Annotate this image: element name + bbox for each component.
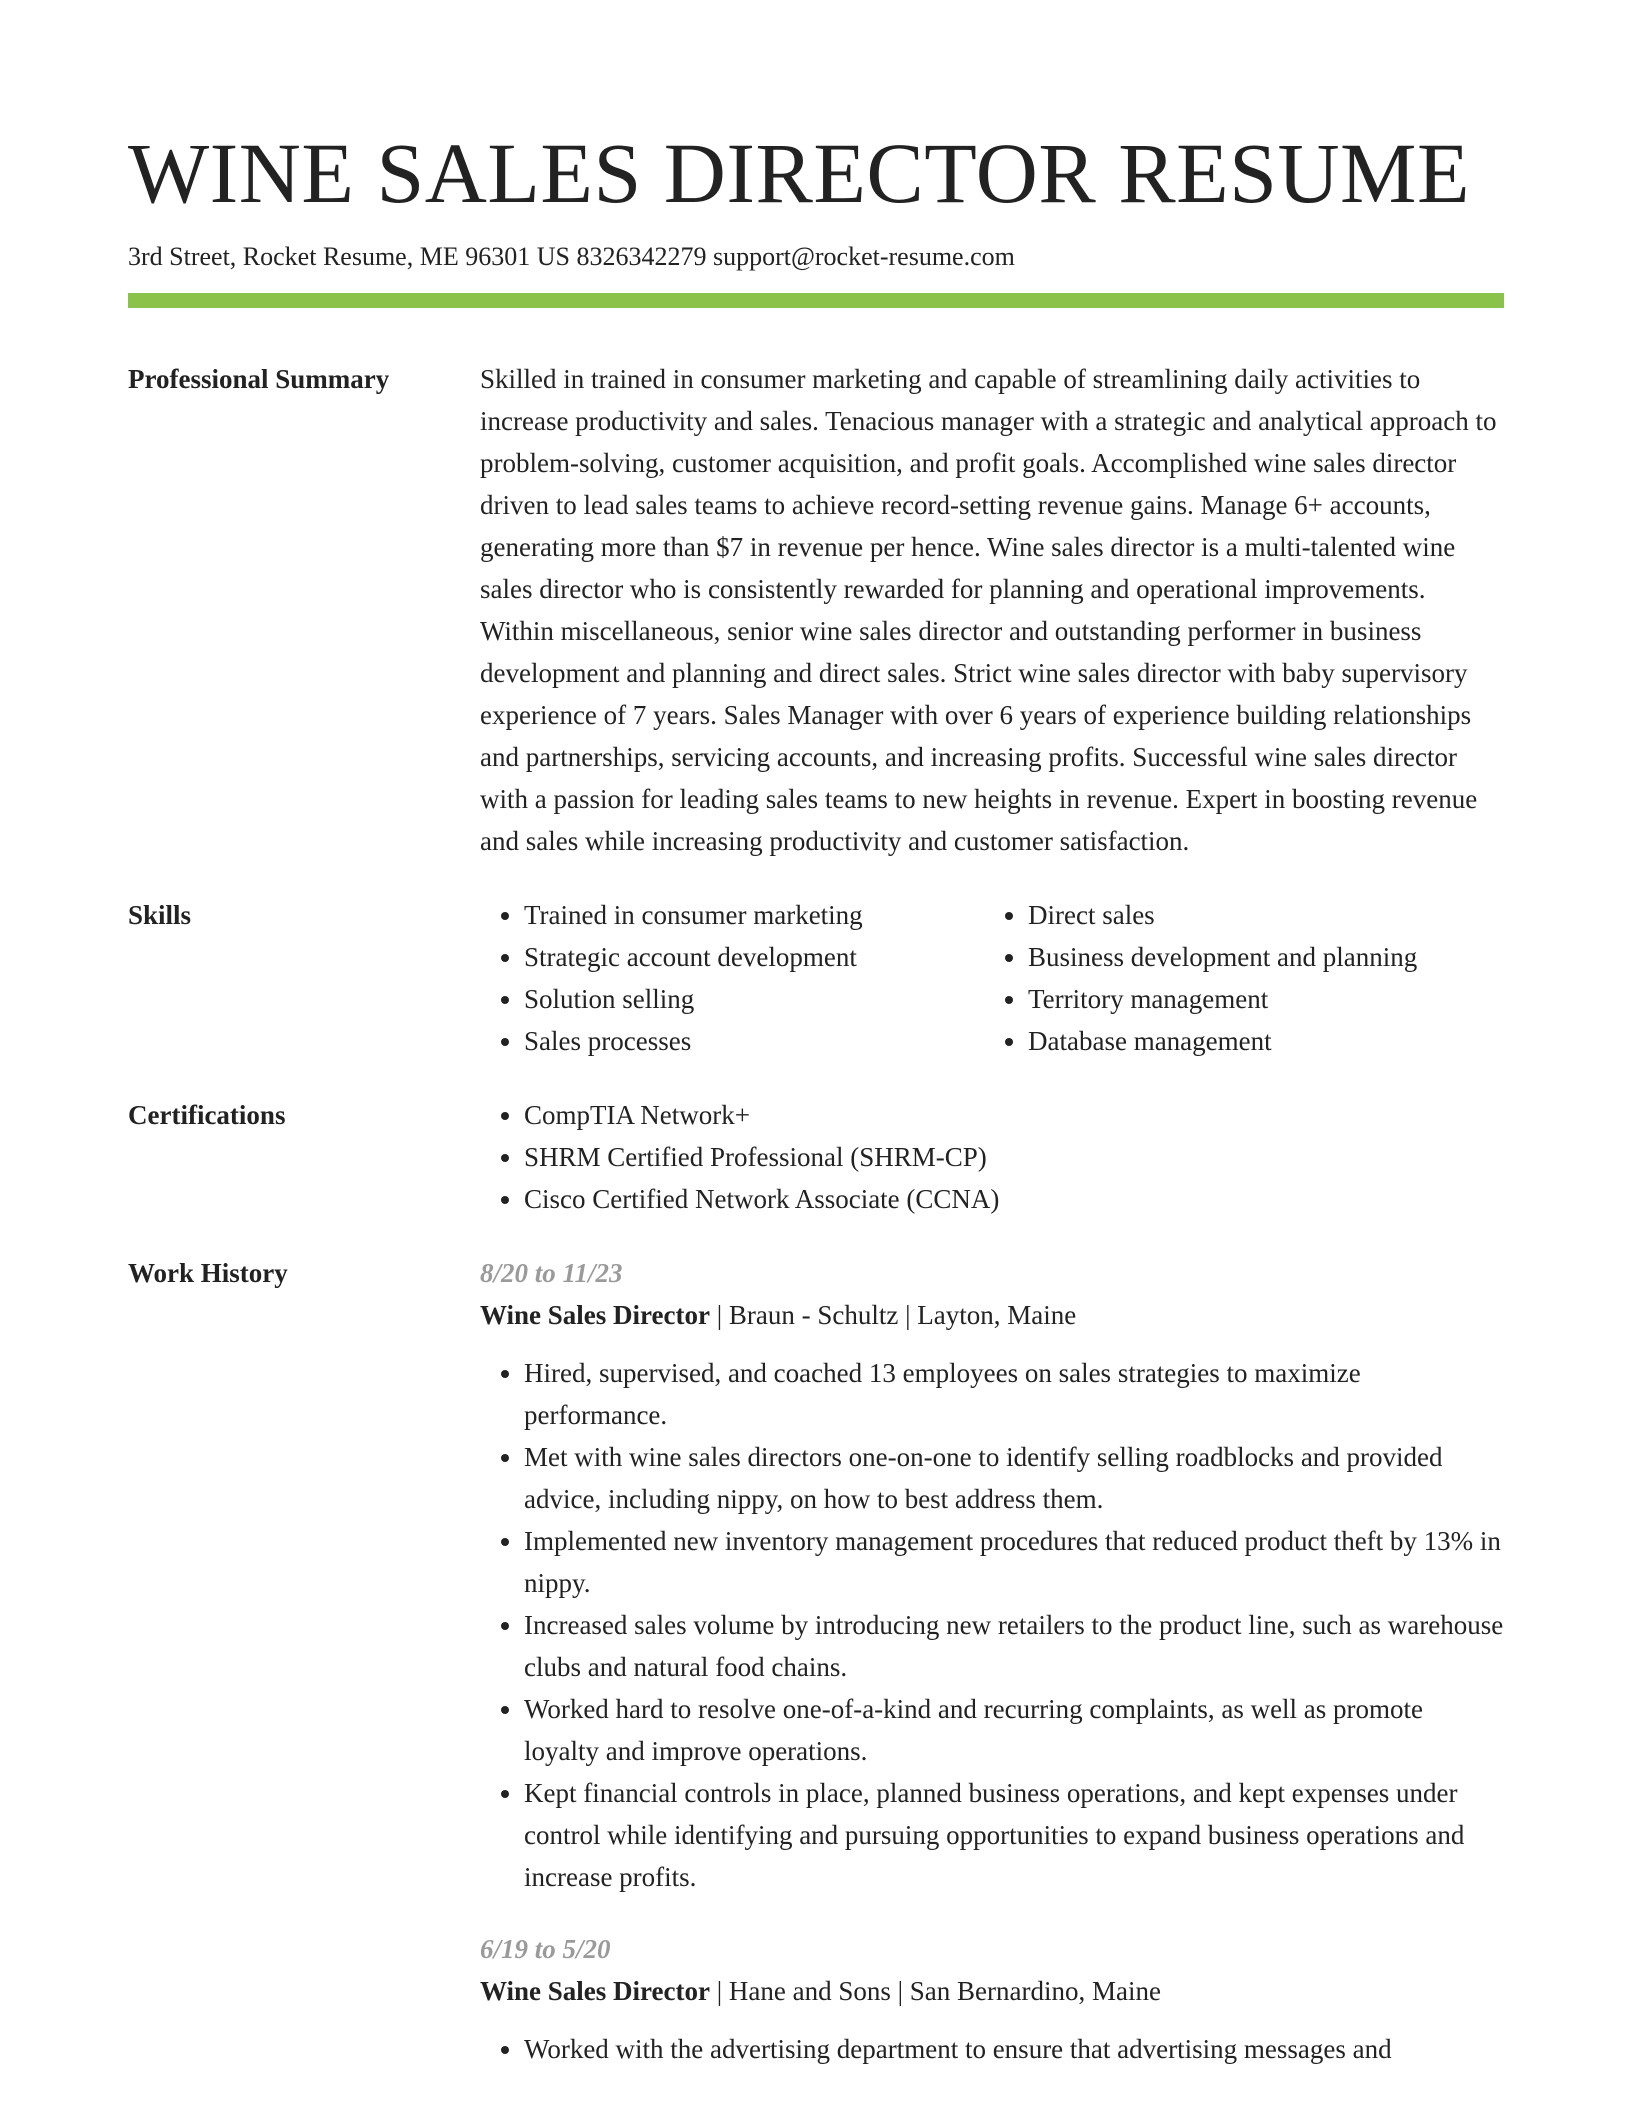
- job-location: Layton, Maine: [917, 1300, 1077, 1330]
- contact-email: support@rocket-resume.com: [712, 242, 1015, 271]
- certifications-section: [128, 1094, 1504, 1220]
- skill-item: • Business development and planning: [1028, 936, 1504, 978]
- skills-list: [480, 894, 1504, 1062]
- skill-item: • Trained in consumer marketing: [524, 894, 984, 936]
- contact-phone: 8326342279: [576, 242, 707, 271]
- job-entry: [480, 1252, 1504, 1898]
- summary-label: Professional Summary: [128, 364, 390, 394]
- skill-item: • Database management: [1028, 1020, 1504, 1062]
- contact-line: [128, 240, 1504, 274]
- job-bullet: • Implemented new inventory management procedures that reduced product theft by 13% in nippy.: [524, 1520, 1504, 1604]
- certification-item: • SHRM Certified Professional (SHRM-CP): [524, 1136, 1504, 1178]
- resume-page: [128, 0, 1504, 2070]
- work-history-section: [128, 1252, 1504, 2070]
- work-history-entries: [480, 1252, 1504, 2070]
- skills-column-right: [984, 894, 1504, 1062]
- job-dates: 8/20 to 11/23: [480, 1258, 623, 1288]
- summary-text: Skilled in trained in consumer marketing and capable of streamlining daily activities to increase productivity and sales. Tenacious manager with a strategic and analytical approach to problem-solving, customer acquisition, and profit goals. Accomplished wine sales director driven to lead sales teams to achieve record-setting revenue gains. Manage 6+ accounts, generating more than $7 in revenue per hence. Wine sales director is a multi-talented wine sales director who is consistently rewarded for planning and operational improvements. Within miscellaneous, senior wine sales director and outstanding performer in business development and planning and direct sales. Strict wine sales director with baby supervisory experience of 7 years. Sales Manager with over 6 years of experience building relationships and partnerships, servicing accounts, and increasing profits. Successful wine sales director with a passion for leading sales teams to new heights in revenue. Expert in boosting revenue and sales while increasing productivity and customer satisfaction.: [480, 364, 1497, 856]
- contact-address: 3rd Street, Rocket Resume, ME 96301 US: [128, 242, 570, 271]
- job-heading: Wine Sales Director | Hane and Sons | San Bernardino, Maine: [480, 1976, 1161, 2006]
- work-history-label: Work History: [128, 1258, 288, 1288]
- skills-label: Skills: [128, 900, 192, 930]
- skill-item: • Sales processes: [524, 1020, 984, 1062]
- skill-item: • Territory management: [1028, 978, 1504, 1020]
- job-bullet: • Worked with the advertising department to ensure that advertising messages and: [524, 2028, 1504, 2070]
- job-title: Wine Sales Director: [480, 1300, 710, 1330]
- job-bullets: [480, 2028, 1504, 2070]
- job-bullets: [480, 1352, 1504, 1898]
- skill-item: • Direct sales: [1028, 894, 1504, 936]
- resume-title: WINE SALES DIRECTOR RESUME: [128, 125, 1471, 221]
- job-bullet: • Met with wine sales directors one-on-one to identify selling roadblocks and provided advice, including nippy, on how to best address them.: [524, 1436, 1504, 1520]
- job-bullet: • Kept financial controls in place, planned business operations, and kept expenses under control while identifying and pursuing opportunities to expand business operations and increase profits.: [524, 1772, 1504, 1898]
- job-location: San Bernardino, Maine: [909, 1976, 1161, 2006]
- skills-section: [128, 894, 1504, 1062]
- summary-section: [128, 358, 1504, 862]
- certifications-label: Certifications: [128, 1100, 286, 1130]
- skill-item: • Solution selling: [524, 978, 984, 1020]
- job-bullet: • Hired, supervised, and coached 13 employees on sales strategies to maximize performance.: [524, 1352, 1504, 1436]
- job-company: Hane and Sons: [728, 1976, 891, 2006]
- job-bullet: • Worked hard to resolve one-of-a-kind and recurring complaints, as well as promote loyalty and improve operations.: [524, 1688, 1504, 1772]
- job-dates: 6/19 to 5/20: [480, 1934, 611, 1964]
- accent-divider: [128, 293, 1504, 308]
- job-title: Wine Sales Director: [480, 1976, 710, 2006]
- job-heading: Wine Sales Director | Braun - Schultz | Layton, Maine: [480, 1300, 1077, 1330]
- job-entry: [480, 1928, 1504, 2070]
- skills-column-left: [480, 894, 984, 1062]
- job-bullet: • Increased sales volume by introducing new retailers to the product line, such as warehouse clubs and natural food chains.: [524, 1604, 1504, 1688]
- job-company: Braun - Schultz: [728, 1300, 899, 1330]
- certification-item: • CompTIA Network+: [524, 1094, 1504, 1136]
- certification-item: • Cisco Certified Network Associate (CCNA): [524, 1178, 1504, 1220]
- certifications-list: [480, 1094, 1504, 1220]
- skill-item: • Strategic account development: [524, 936, 984, 978]
